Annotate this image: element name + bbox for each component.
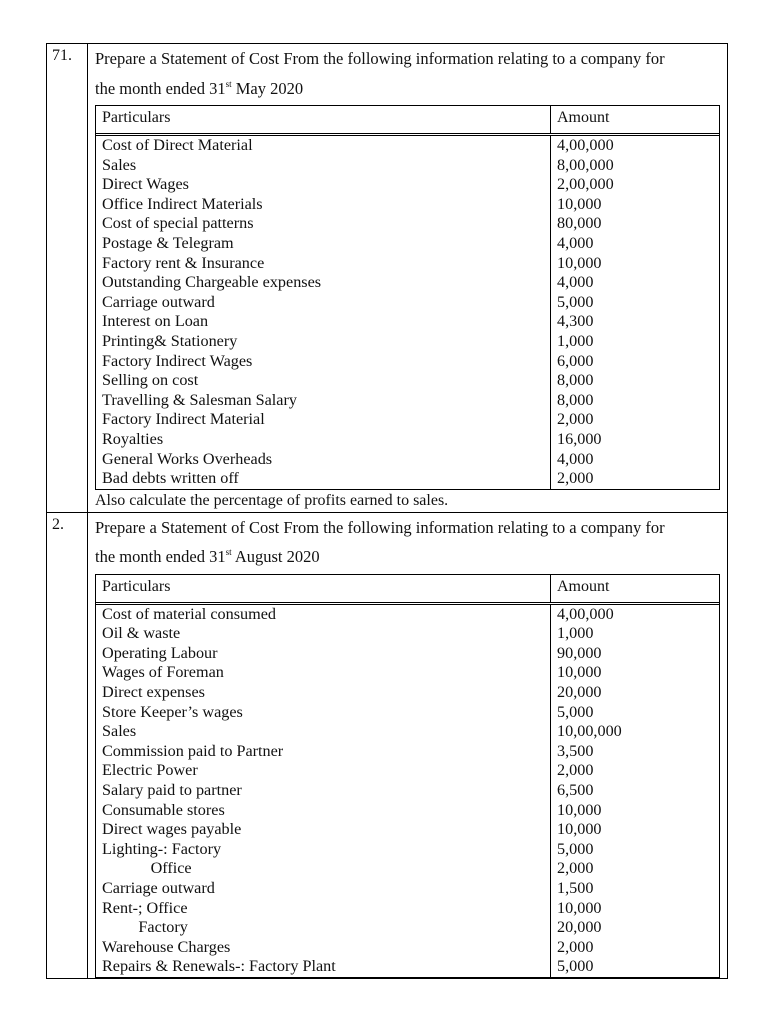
row-amount: 5,000 (557, 839, 594, 858)
row-particular: Carriage outward (102, 292, 215, 311)
row-amount: 10,000 (557, 253, 602, 272)
row-amount: 4,000 (557, 233, 594, 252)
row-particular: Cost of material consumed (102, 604, 276, 623)
row-amount: 1,000 (557, 331, 594, 350)
row-amount: 10,000 (557, 800, 602, 819)
amount-column (551, 136, 719, 489)
amount-column (551, 605, 719, 977)
row-amount: 8,00,000 (557, 155, 614, 174)
row-amount: 10,000 (557, 194, 602, 213)
question-footer: Also calculate the percentage of profits earned to sales. (95, 491, 449, 509)
row-particular: Oil & waste (102, 624, 181, 643)
row-amount: 20,000 (557, 918, 602, 937)
particulars-column (96, 136, 551, 489)
row-particular: Office Indirect Materials (102, 194, 263, 213)
row-amount: 1,500 (557, 879, 594, 897)
cost-table-2 (95, 574, 720, 978)
row-amount: 8,000 (557, 371, 594, 390)
row-particular: Interest on Loan (102, 312, 209, 331)
row-amount: 4,00,000 (557, 136, 614, 154)
row-particular: Warehouse Charges (102, 937, 231, 956)
row-particular: Outstanding Chargeable expenses (102, 273, 322, 292)
question-2 (47, 512, 727, 978)
question-body (88, 513, 727, 978)
row-particular: Repairs & Renewals-: Factory Plant (102, 957, 336, 976)
row-particular: Cost of special patterns (102, 214, 254, 233)
intro-line-2-post: May 2020 (231, 78, 304, 98)
intro-sup: st (225, 78, 232, 89)
question-number: 2. (47, 513, 88, 978)
row-particular: Carriage outward (102, 879, 215, 897)
question-intro (95, 513, 720, 572)
row-particular: General Works Overheads (102, 449, 273, 468)
row-amount: 90,000 (557, 643, 602, 662)
row-particular: Direct wages payable (102, 820, 242, 839)
row-particular: Cost of Direct Material (102, 136, 253, 154)
row-amount: 6,500 (557, 781, 594, 800)
row-particular: Selling on cost (102, 371, 199, 390)
row-amount: 6,000 (557, 351, 594, 370)
question-body (88, 44, 727, 512)
row-particular: Commission paid to Partner (102, 741, 284, 760)
row-particular: Sales (102, 155, 137, 174)
row-particular: Factory Indirect Wages (102, 351, 253, 370)
table-body (96, 135, 719, 489)
question-number: 71. (47, 44, 88, 512)
row-particular: Factory rent & Insurance (102, 253, 265, 272)
row-amount: 10,000 (557, 663, 602, 682)
row-amount: 20,000 (557, 683, 602, 702)
row-amount: 2,000 (557, 469, 594, 488)
row-particular: Bad debts written off (102, 469, 239, 488)
row-particular: Printing& Stationery (102, 331, 238, 350)
table-body (96, 604, 719, 977)
table-header (96, 575, 719, 603)
row-amount: 2,000 (557, 859, 594, 878)
cost-table-71 (95, 105, 720, 490)
row-particular: Postage & Telegram (102, 233, 234, 252)
row-particular: Rent-; Office (102, 898, 188, 917)
row-particular: Store Keeper’s wages (102, 702, 243, 721)
row-amount: 10,000 (557, 898, 602, 917)
intro-line-2-pre: the month ended 31 (95, 547, 226, 567)
row-amount: 2,000 (557, 937, 594, 956)
header-particulars: Particulars (96, 575, 551, 602)
row-amount: 10,000 (557, 820, 602, 839)
row-particular: Consumable stores (102, 800, 225, 819)
questions-table (46, 43, 728, 979)
row-amount: 16,000 (557, 429, 602, 448)
intro-line-2-post: August 2020 (231, 547, 320, 567)
row-amount: 8,000 (557, 390, 594, 409)
row-amount: 5,000 (557, 292, 594, 311)
header-amount: Amount (557, 109, 610, 126)
row-amount: 5,000 (557, 957, 594, 976)
intro-line-1: Prepare a Statement of Cost From the following information relating to a company for (95, 49, 665, 68)
row-particular: Electric Power (102, 761, 198, 780)
row-particular: Sales (102, 722, 137, 741)
row-particular: Wages of Foreman (102, 663, 224, 682)
row-particular: Office (102, 859, 192, 878)
row-amount: 4,000 (557, 449, 594, 468)
row-amount: 4,00,000 (557, 604, 614, 623)
row-amount: 4,300 (557, 312, 594, 331)
row-amount: 1,000 (557, 624, 594, 643)
particulars-column (96, 605, 551, 977)
intro-sup: st (225, 547, 232, 558)
row-particular: Direct Wages (102, 175, 189, 194)
intro-line-1: Prepare a Statement of Cost From the following information relating to a company for (95, 517, 665, 537)
row-particular: Factory (102, 918, 188, 937)
table-header (96, 106, 719, 134)
question-71 (47, 44, 727, 512)
row-amount: 3,500 (557, 741, 594, 760)
row-particular: Direct expenses (102, 683, 205, 702)
question-intro (95, 44, 720, 103)
header-amount: Amount (557, 577, 610, 595)
row-amount: 5,000 (557, 702, 594, 721)
row-particular: Lighting-: Factory (102, 839, 222, 858)
header-particulars: Particulars (96, 106, 551, 133)
row-particular: Factory Indirect Material (102, 410, 265, 429)
intro-line-2-pre: the month ended 31 (95, 78, 226, 98)
row-amount: 4,000 (557, 273, 594, 292)
row-amount: 2,000 (557, 410, 594, 429)
row-amount: 2,00,000 (557, 175, 614, 194)
row-particular: Royalties (102, 429, 164, 448)
row-amount: 10,00,000 (557, 722, 622, 741)
row-amount: 80,000 (557, 214, 602, 233)
row-particular: Salary paid to partner (102, 781, 242, 800)
row-particular: Travelling & Salesman Salary (102, 390, 297, 409)
row-particular: Operating Labour (102, 643, 218, 662)
row-amount: 2,000 (557, 761, 594, 780)
